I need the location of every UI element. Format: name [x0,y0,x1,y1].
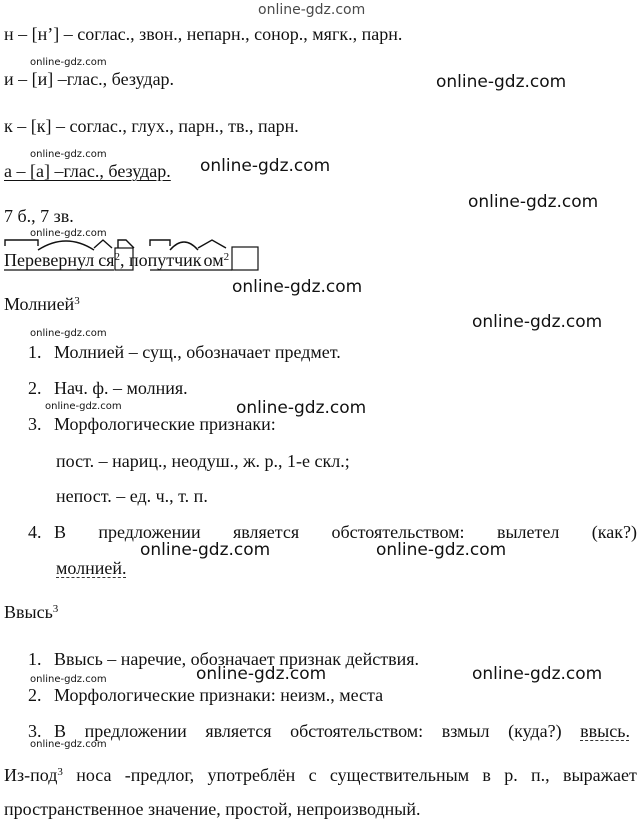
vvys-title [4,601,58,623]
letter-sound-count: 7 б., 7 зв. [4,206,74,226]
features-permanent: пост. – нариц., неодуш., ж. р., 1-е скл.; [56,451,350,471]
phonetic-line-a: а – [а] –глас., безудар. [4,161,171,181]
word: предложении [84,721,187,741]
underlined-word: молнией. [56,558,127,578]
list-number: 4. [28,522,42,542]
watermark-big: online-gdz.com [436,72,567,92]
list-item-text: Нач. ф. – молния. [54,378,188,398]
list-number: 1. [28,649,42,669]
molniey-title [4,293,80,315]
list-item-text: Морфологические признаки: [54,414,276,434]
word: является [205,721,272,741]
watermark-top: online-gdz.com [258,2,366,18]
watermark-small: online-gdz.com [30,674,107,685]
word: является [232,522,300,542]
word: (как?) [591,522,637,542]
watermark-small: online-gdz.com [30,328,107,339]
preposition: Из-под [4,765,58,785]
postfix-mark [118,240,134,248]
word: взмыл [441,721,490,741]
molniey-title-text: Молнией [4,294,75,314]
word1-postfix: ся [98,250,115,270]
watermark-small: online-gdz.com [45,401,122,412]
vvys-title-text: Ввысь [4,602,53,622]
list-number: 3. [28,414,42,434]
word: предложении [98,522,201,542]
iz-pod-word [4,764,63,786]
ending-box [232,247,258,270]
watermark-big: online-gdz.com [196,664,327,684]
word: В [54,721,67,741]
list-item-text: Морфологические признаки: неизм., места [54,685,384,705]
word2-ending: ом [203,250,224,270]
preposition-sup: 3 [57,766,63,778]
word: выражает [563,765,637,785]
vvys-sup: 3 [52,603,59,615]
watermark-small: online-gdz.com [30,739,107,750]
watermark-big: online-gdz.com [200,156,331,176]
watermark-big: online-gdz.com [376,540,507,560]
word2-root: попутчик [128,250,202,270]
phonetic-line-k: к – [к] – соглас., глух., парн., тв., парн. [4,116,299,136]
list-item [28,341,341,363]
word: р. [504,765,518,785]
word: носа [76,765,112,785]
word: -предлог, [124,765,195,785]
morphemic-words [4,249,229,271]
word: употреблён [207,765,296,785]
phonetic-line-n: н – [н’] – соглас., звон., непарн., сонор., мягк., парн. [4,24,403,44]
watermark-big: online-gdz.com [140,540,271,560]
word: существительным [329,765,470,785]
word: п., [531,765,550,785]
prefix-mark [5,240,38,246]
phonetic-line-i: и – [и] –глас., безудар. [4,69,175,89]
molniey-sup: 3 [74,295,80,307]
word: обстоятельством: [331,522,465,542]
iz-pod-line-1 [4,764,637,786]
word: обстоятельством: [290,721,424,741]
list-item-text: Молнией – сущ., обозначает предмет. [54,342,341,362]
word: в [482,765,491,785]
watermark-big: online-gdz.com [472,664,603,684]
watermark-big: online-gdz.com [468,192,599,212]
word2-sup: 2 [223,251,230,263]
word: В [54,522,67,542]
list-number: 3. [28,721,42,741]
watermark-small: online-gdz.com [30,149,107,160]
suffix-mark-2 [198,240,226,248]
word: вылетел [496,522,560,542]
prefix-mark-2 [150,240,170,246]
watermark-big: online-gdz.com [232,277,363,297]
underlined-word: ввысь. [580,721,630,741]
watermark-small: online-gdz.com [30,228,107,239]
list-item-text: Ввысь – наречие, обозначает признак действия. [54,649,419,669]
word1-sup: 2 [114,251,120,263]
watermark-big: online-gdz.com [236,398,367,418]
list-number: 2. [28,685,42,705]
watermark-small: online-gdz.com [30,57,107,68]
watermark-big: online-gdz.com [472,312,603,332]
comma: , [119,250,125,270]
suffix-mark [94,240,112,248]
list-item-3 [54,720,630,742]
features-variable: непост. – ед. ч., т. п. [56,486,208,506]
iz-pod-line-2: пространственное значение, простой, непроизводный. [4,799,421,819]
word: с [308,765,317,785]
list-item [28,413,276,435]
list-number: 2. [28,378,42,398]
list-item [28,684,383,706]
list-number: 1. [28,342,42,362]
word: (куда?) [508,721,562,741]
list-item [28,377,188,399]
word1-root: Перевернул [4,250,95,270]
